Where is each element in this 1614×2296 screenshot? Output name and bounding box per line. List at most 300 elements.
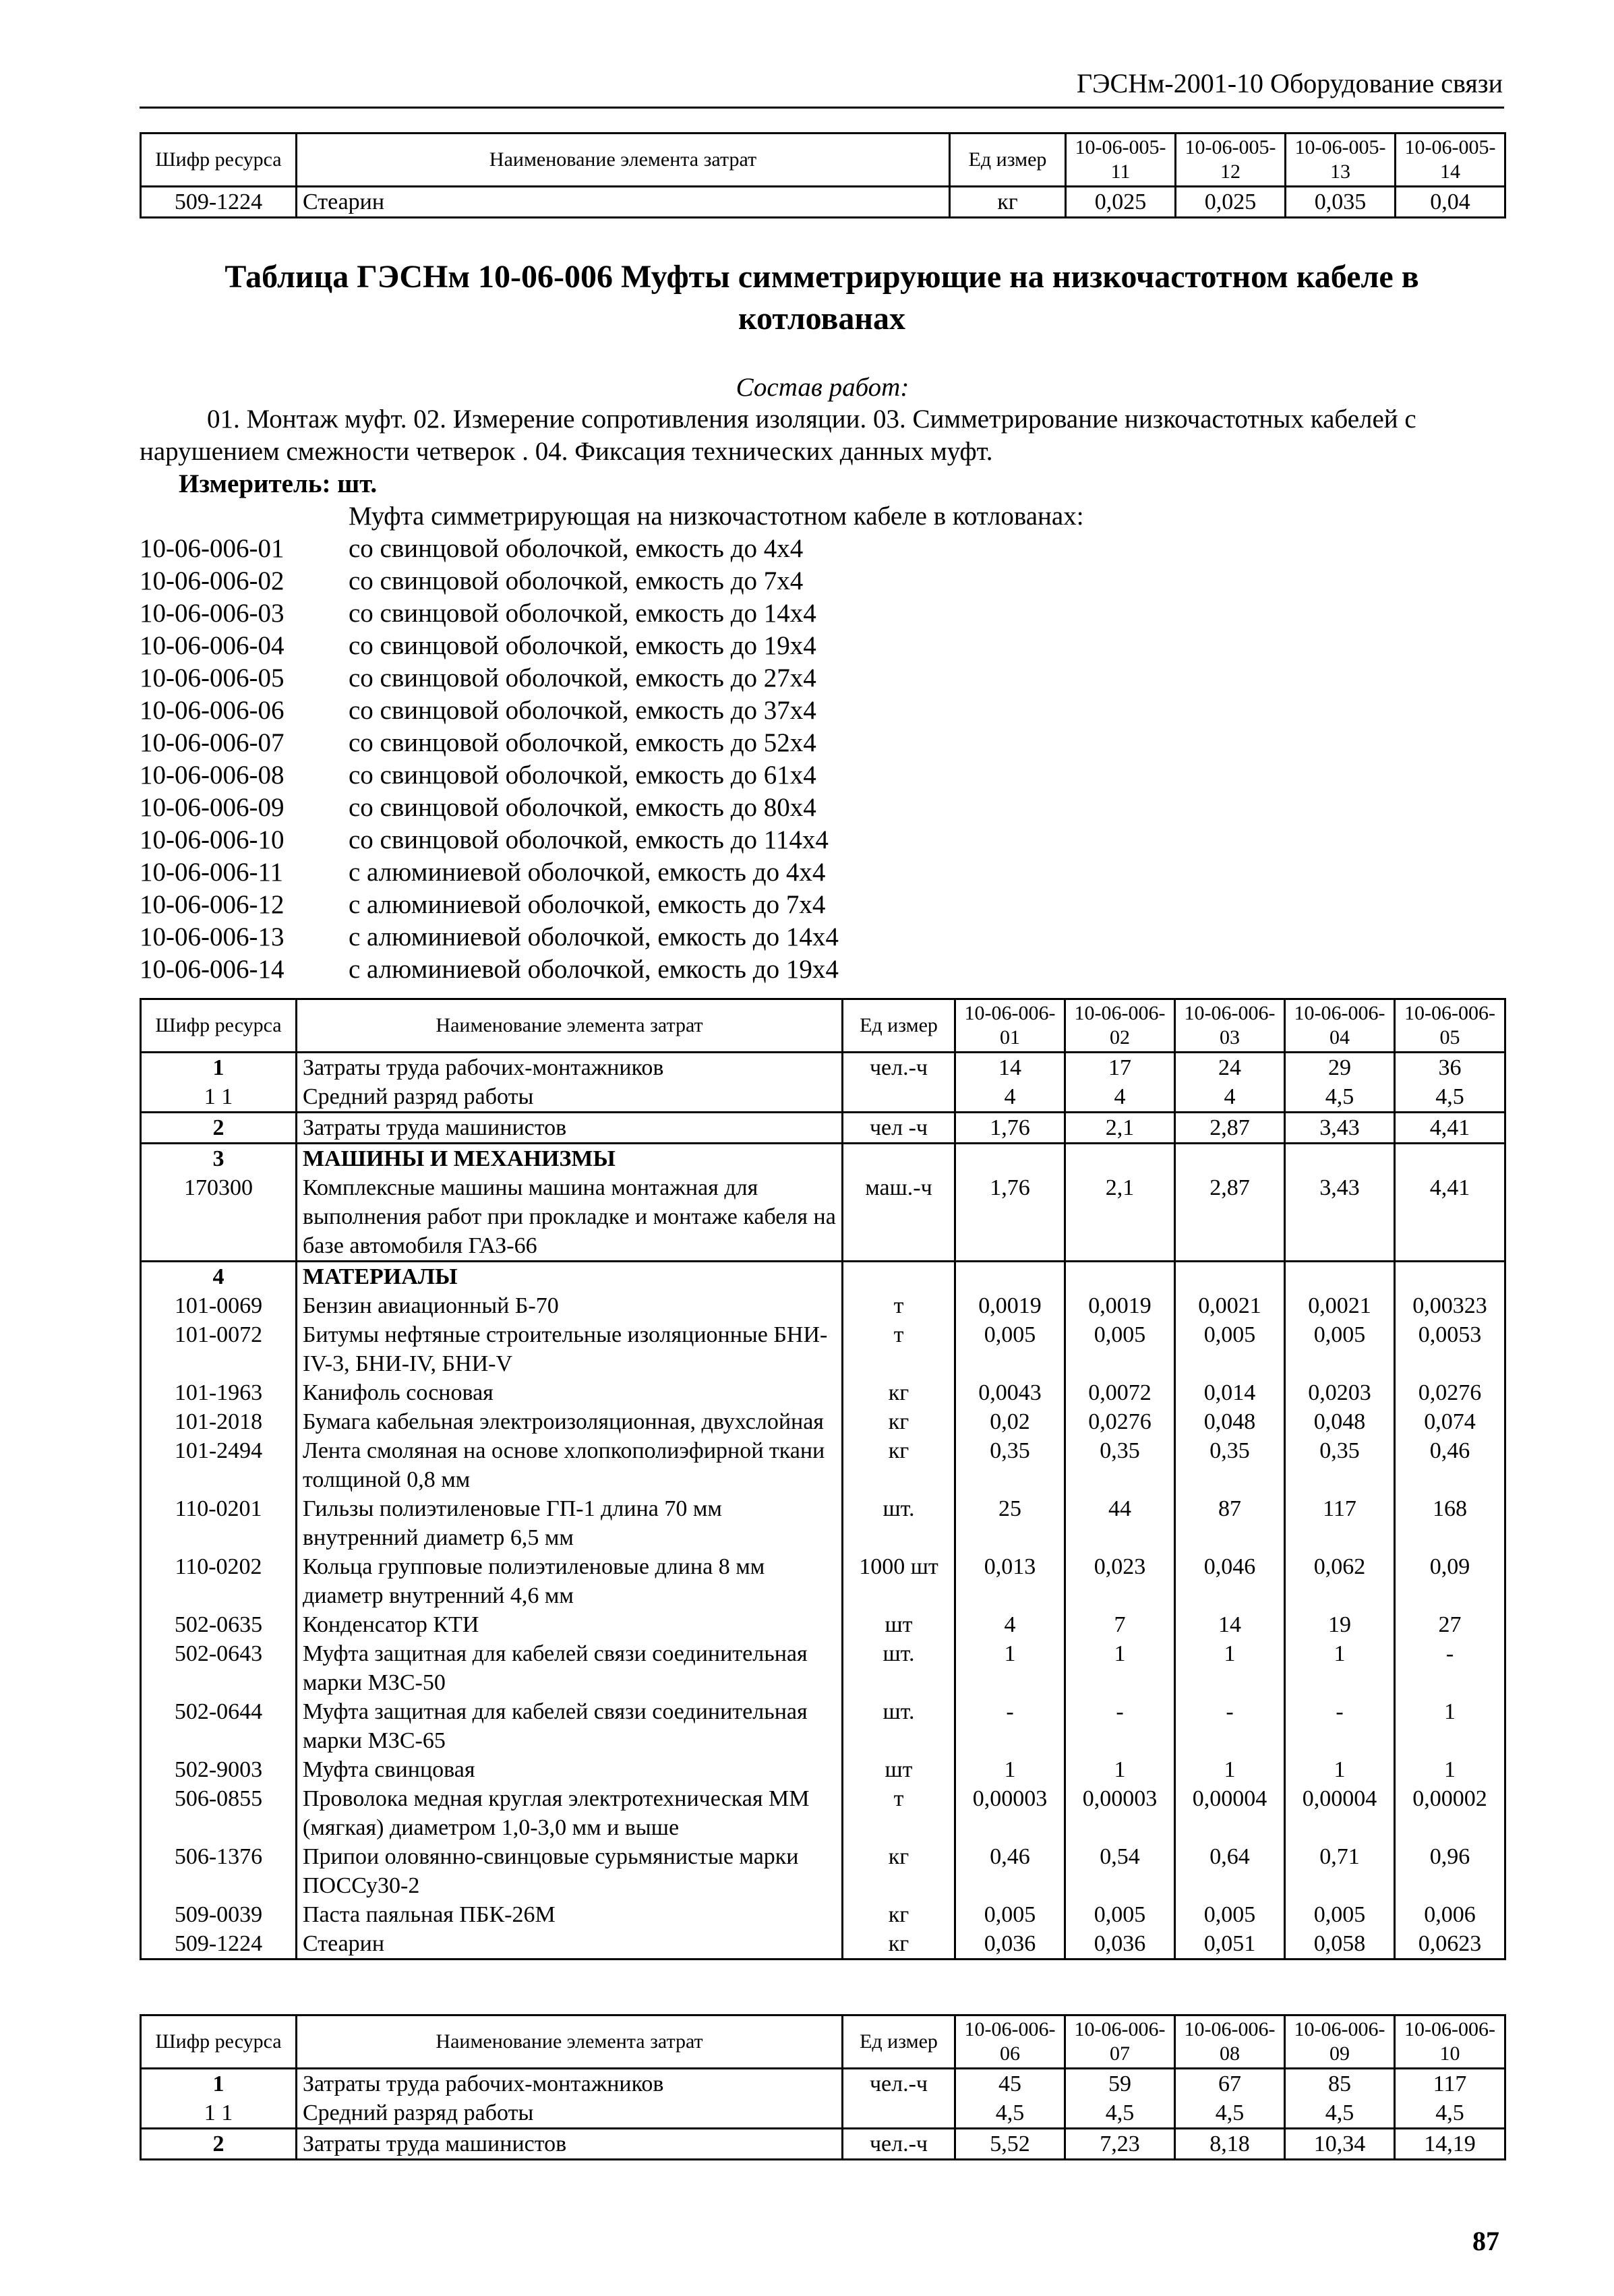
main-resource-table xyxy=(140,998,1506,1960)
list-item xyxy=(140,953,839,986)
value-cell: 0,0021 xyxy=(1175,1291,1285,1320)
table-row xyxy=(141,1144,1505,1174)
table-row xyxy=(141,1610,1505,1639)
resource-name: Муфта защитная для кабелей связи соединительная марки МЗС-50 xyxy=(297,1639,843,1697)
item-code: 10-06-006-04 xyxy=(140,631,285,660)
value-cell: 0,71 xyxy=(1285,1842,1395,1900)
value-cell: 0,0019 xyxy=(955,1291,1065,1320)
unit: кг xyxy=(843,1436,955,1494)
value-cell: - xyxy=(1175,1697,1285,1755)
resource-name: Паста паяльная ПБК-26М xyxy=(297,1900,843,1929)
resource-code: 506-1376 xyxy=(141,1842,297,1900)
unit: чел.-ч xyxy=(843,2129,955,2160)
resource-name: Средний разряд работы xyxy=(297,1082,843,1113)
resource-code: 101-2018 xyxy=(141,1407,297,1436)
top-table xyxy=(140,132,1506,218)
unit-header: Ед измер xyxy=(950,134,1066,187)
value-cell xyxy=(1285,1262,1395,1292)
value-cell: 1 xyxy=(1175,1755,1285,1784)
value-cell: 2,1 xyxy=(1065,1113,1175,1144)
row-group xyxy=(141,1144,1505,1262)
resource-name: Битумы нефтяные строительные изоляционные БНИ-IV-3, БНИ-IV, БНИ-V xyxy=(297,1320,843,1378)
value-cell: 0,006 xyxy=(1395,1900,1505,1929)
resource-name: Припои оловянно-свинцовые сурьмянистые марки ПОССу30-2 xyxy=(297,1842,843,1900)
item-code: 10-06-006-08 xyxy=(140,761,285,790)
list-item xyxy=(140,630,839,662)
value-cell: 1 xyxy=(1065,1755,1175,1784)
item-code: 10-06-006-05 xyxy=(140,664,285,693)
resource-name: Кольца групповые полиэтиленовые длина 8 мм диаметр внутренний 4,6 мм xyxy=(297,1552,843,1610)
resource-code: 509-1224 xyxy=(141,187,297,218)
value-cell: 4 xyxy=(955,1082,1065,1113)
unit xyxy=(843,1082,955,1113)
value-cell: 0,005 xyxy=(1065,1900,1175,1929)
item-text: со свинцовой оболочкой, емкость до 14х4 xyxy=(349,599,816,628)
table-row xyxy=(141,187,1505,218)
table-title: Таблица ГЭСНм 10-06-006 Муфты симметрирующие на низкочастотном кабеле в котлованах xyxy=(225,259,1419,336)
item-code: 10-06-006-10 xyxy=(140,825,285,854)
resource-name: Затраты труда рабочих-монтажников xyxy=(297,2069,843,2099)
norm-code-header: 10-06-006-08 xyxy=(1175,2015,1285,2069)
resource-name: Муфта свинцовая xyxy=(297,1755,843,1784)
value-cell: 0,54 xyxy=(1065,1842,1175,1900)
resource-name: Муфта защитная для кабелей связи соединительная марки МЗС-65 xyxy=(297,1697,843,1755)
norm-code-header: 10-06-006-03 xyxy=(1175,999,1285,1053)
resource-name: Проволока медная круглая электротехническая ММ (мягкая) диаметром 1,0-3,0 мм и выше xyxy=(297,1784,843,1842)
item-text: со свинцовой оболочкой, емкость до 114х4 xyxy=(349,825,829,854)
item-code: 10-06-006-14 xyxy=(140,955,285,984)
value-cell: 0,046 xyxy=(1175,1552,1285,1610)
list-item xyxy=(140,921,839,953)
item-text: с алюминиевой оболочкой, емкость до 4х4 xyxy=(349,858,826,887)
value-cell: 0,062 xyxy=(1285,1552,1395,1610)
resource-code: 509-0039 xyxy=(141,1900,297,1929)
list-item xyxy=(140,695,839,727)
table-row xyxy=(141,1320,1505,1378)
unit-header: Ед измер xyxy=(843,2015,955,2069)
value-cell: 0,035 xyxy=(1286,187,1396,218)
value-cell: 4,5 xyxy=(1285,1082,1395,1113)
unit xyxy=(843,1262,955,1292)
list-item xyxy=(140,792,839,824)
value-cell xyxy=(955,1262,1065,1292)
list-heading: Муфта симметрирующая на низкочастотном кабеле в котлованах: xyxy=(349,502,1084,531)
row-group xyxy=(141,2129,1505,2160)
resource-code: 101-2494 xyxy=(141,1436,297,1494)
work-composition-label: Состав работ: xyxy=(736,373,909,402)
unit: кг xyxy=(843,1378,955,1407)
value-cell: 4,5 xyxy=(1285,2098,1395,2129)
norm-code-header: 10-06-005-13 xyxy=(1286,134,1396,187)
value-cell: 0,005 xyxy=(1065,1320,1175,1378)
table-row xyxy=(141,2129,1505,2160)
resource-name: Затраты труда рабочих-монтажников xyxy=(297,1053,843,1083)
value-cell: 1 xyxy=(1175,1639,1285,1697)
value-cell: 0,005 xyxy=(1285,1320,1395,1378)
value-cell: 0,048 xyxy=(1175,1407,1285,1436)
resource-code: 101-0069 xyxy=(141,1291,297,1320)
resource-code: 1 xyxy=(141,2069,297,2099)
value-cell: 0,00002 xyxy=(1395,1784,1505,1842)
value-cell: 44 xyxy=(1065,1494,1175,1552)
resource-name: Бумага кабельная электроизоляционная, двухслойная xyxy=(297,1407,843,1436)
resource-code: 509-1224 xyxy=(141,1929,297,1960)
value-cell: 0,036 xyxy=(955,1929,1065,1960)
table-row xyxy=(141,1900,1505,1929)
norm-code-header: 10-06-006-04 xyxy=(1285,999,1395,1053)
table-row xyxy=(141,1552,1505,1610)
list-item xyxy=(140,727,839,759)
value-cell: 4,5 xyxy=(1395,1082,1505,1113)
item-text: со свинцовой оболочкой, емкость до 4х4 xyxy=(349,534,804,563)
value-cell: 25 xyxy=(955,1494,1065,1552)
item-text: со свинцовой оболочкой, емкость до 80х4 xyxy=(349,793,816,822)
value-cell: 5,52 xyxy=(955,2129,1065,2160)
value-cell: 4,41 xyxy=(1395,1113,1505,1144)
value-cell: 0,0021 xyxy=(1285,1291,1395,1320)
second-resource-table xyxy=(140,2014,1506,2160)
unit: шт xyxy=(843,1755,955,1784)
table-row xyxy=(141,1436,1505,1494)
resource-code: 502-0643 xyxy=(141,1639,297,1697)
norm-code-header: 10-06-005-14 xyxy=(1396,134,1505,187)
item-text: со свинцовой оболочкой, емкость до 61х4 xyxy=(349,761,816,790)
header-row xyxy=(141,134,1505,187)
header-row xyxy=(141,999,1505,1053)
unit: т xyxy=(843,1291,955,1320)
table-row xyxy=(141,1082,1505,1113)
resource-code: 506-0855 xyxy=(141,1784,297,1842)
item-text: со свинцовой оболочкой, емкость до 52х4 xyxy=(349,728,816,757)
value-cell: 14 xyxy=(1175,1610,1285,1639)
value-cell: 0,00323 xyxy=(1395,1291,1505,1320)
table-row xyxy=(141,1407,1505,1436)
item-code: 10-06-006-03 xyxy=(140,599,285,628)
unit: чел.-ч xyxy=(843,1053,955,1083)
resource-code: 101-0072 xyxy=(141,1320,297,1378)
unit: кг xyxy=(843,1929,955,1960)
measure-value: шт. xyxy=(337,469,378,498)
list-item xyxy=(140,889,839,921)
measure-unit xyxy=(179,468,1543,500)
value-cell: 14 xyxy=(955,1053,1065,1083)
value-cell: 0,058 xyxy=(1285,1929,1395,1960)
row-group xyxy=(141,187,1505,218)
name-header: Наименование элемента затрат xyxy=(297,999,843,1053)
table-row xyxy=(141,1755,1505,1784)
norm-code-header: 10-06-006-05 xyxy=(1395,999,1505,1053)
unit: шт. xyxy=(843,1697,955,1755)
value-cell xyxy=(1395,1262,1505,1292)
value-cell: 0,0623 xyxy=(1395,1929,1505,1960)
value-cell xyxy=(1175,1144,1285,1174)
unit xyxy=(843,1144,955,1174)
item-code: 10-06-006-11 xyxy=(140,858,284,887)
table-row xyxy=(141,1639,1505,1697)
value-cell: 36 xyxy=(1395,1053,1505,1083)
value-cell: 4,5 xyxy=(1395,2098,1505,2129)
item-text: с алюминиевой оболочкой, емкость до 7х4 xyxy=(349,890,826,919)
value-cell: 17 xyxy=(1065,1053,1175,1083)
norm-code-header: 10-06-005-12 xyxy=(1176,134,1286,187)
resource-name: МАТЕРИАЛЫ xyxy=(297,1262,843,1292)
unit: кг xyxy=(950,187,1066,218)
value-cell: 0,0053 xyxy=(1395,1320,1505,1378)
value-cell: 0,048 xyxy=(1285,1407,1395,1436)
resource-name: Канифоль сосновая xyxy=(297,1378,843,1407)
resource-code: 4 xyxy=(141,1262,297,1292)
value-cell: - xyxy=(955,1697,1065,1755)
resource-code: 110-0202 xyxy=(141,1552,297,1610)
value-cell: 27 xyxy=(1395,1610,1505,1639)
header-rule xyxy=(140,107,1504,109)
norm-code-header: 10-06-006-02 xyxy=(1065,999,1175,1053)
value-cell: 4 xyxy=(1175,1082,1285,1113)
value-cell: 0,005 xyxy=(1175,1320,1285,1378)
resource-code: 110-0201 xyxy=(141,1494,297,1552)
list-item xyxy=(140,856,839,889)
unit: 1000 шт xyxy=(843,1552,955,1610)
value-cell: 0,09 xyxy=(1395,1552,1505,1610)
value-cell: 59 xyxy=(1065,2069,1175,2099)
value-cell: 19 xyxy=(1285,1610,1395,1639)
resource-name: Затраты труда машинистов xyxy=(297,2129,843,2160)
value-cell: 0,005 xyxy=(1175,1900,1285,1929)
name-header: Наименование элемента затрат xyxy=(297,2015,843,2069)
table-row xyxy=(141,1697,1505,1755)
unit: маш.-ч xyxy=(843,1173,955,1262)
value-cell: 0,00003 xyxy=(955,1784,1065,1842)
value-cell xyxy=(1395,1144,1505,1174)
table-row xyxy=(141,2069,1505,2099)
norm-code-header: 10-06-005-11 xyxy=(1066,134,1176,187)
table-row xyxy=(141,1113,1505,1144)
value-cell: 0,013 xyxy=(955,1552,1065,1610)
unit: шт. xyxy=(843,1494,955,1552)
measure-label: Измеритель: xyxy=(179,469,331,498)
value-cell: 1 xyxy=(1065,1639,1175,1697)
item-code: 10-06-006-01 xyxy=(140,534,285,563)
item-code: 10-06-006-12 xyxy=(140,890,285,919)
resource-name: Гильзы полиэтиленовые ГП-1 длина 70 мм внутренний диаметр 6,5 мм xyxy=(297,1494,843,1552)
resource-code: 502-0635 xyxy=(141,1610,297,1639)
value-cell: 0,005 xyxy=(955,1320,1065,1378)
item-code: 10-06-006-07 xyxy=(140,728,285,757)
resource-name: Затраты труда машинистов xyxy=(297,1113,843,1144)
code-header: Шифр ресурса xyxy=(141,2015,297,2069)
resource-name: Средний разряд работы xyxy=(297,2098,843,2129)
value-cell: 7,23 xyxy=(1065,2129,1175,2160)
norm-code-header: 10-06-006-06 xyxy=(955,2015,1065,2069)
value-cell: 1,76 xyxy=(955,1173,1065,1262)
value-cell xyxy=(955,1144,1065,1174)
unit: кг xyxy=(843,1900,955,1929)
norm-code-header: 10-06-006-09 xyxy=(1285,2015,1395,2069)
value-cell: 0,0072 xyxy=(1065,1378,1175,1407)
resource-code: 1 xyxy=(141,1053,297,1083)
row-group xyxy=(141,1262,1505,1960)
value-cell: 0,64 xyxy=(1175,1842,1285,1900)
table-row xyxy=(141,1494,1505,1552)
value-cell: 0,005 xyxy=(955,1900,1065,1929)
item-code: 10-06-006-09 xyxy=(140,793,285,822)
value-cell: 0,35 xyxy=(1065,1436,1175,1494)
value-cell: 29 xyxy=(1285,1053,1395,1083)
header-row xyxy=(141,2015,1505,2069)
item-code: 10-06-006-02 xyxy=(140,566,285,595)
list-item xyxy=(140,597,839,630)
table-row xyxy=(141,1053,1505,1083)
table-row xyxy=(141,1291,1505,1320)
item-text: со свинцовой оболочкой, емкость до 27х4 xyxy=(349,664,816,693)
value-cell: 0,00003 xyxy=(1065,1784,1175,1842)
value-cell: 168 xyxy=(1395,1494,1505,1552)
resource-name: Стеарин xyxy=(297,1929,843,1960)
norm-code-header: 10-06-006-10 xyxy=(1395,2015,1505,2069)
table-row xyxy=(141,2098,1505,2129)
value-cell: 0,46 xyxy=(955,1842,1065,1900)
value-cell: 0,0043 xyxy=(955,1378,1065,1407)
value-cell: 0,02 xyxy=(955,1407,1065,1436)
resource-code: 3 xyxy=(141,1144,297,1174)
unit: кг xyxy=(843,1407,955,1436)
value-cell: 117 xyxy=(1395,2069,1505,2099)
item-text: с алюминиевой оболочкой, емкость до 19х4 xyxy=(349,955,839,984)
unit: шт xyxy=(843,1610,955,1639)
value-cell: 45 xyxy=(955,2069,1065,2099)
value-cell: 67 xyxy=(1175,2069,1285,2099)
item-text: со свинцовой оболочкой, емкость до 19х4 xyxy=(349,631,816,660)
list-item xyxy=(140,565,839,597)
table-row xyxy=(141,1842,1505,1900)
resource-name: Лента смоляная на основе хлопкополиэфирной ткани толщиной 0,8 мм xyxy=(297,1436,843,1494)
list-item xyxy=(140,662,839,695)
table-row xyxy=(141,1173,1505,1262)
value-cell: - xyxy=(1285,1697,1395,1755)
unit: чел.-ч xyxy=(843,2069,955,2099)
item-text: со свинцовой оболочкой, емкость до 37х4 xyxy=(349,696,816,725)
value-cell: 1 xyxy=(1285,1755,1395,1784)
resource-name: Конденсатор КТИ xyxy=(297,1610,843,1639)
row-group xyxy=(141,2069,1505,2129)
value-cell: 0,005 xyxy=(1285,1900,1395,1929)
value-cell: 7 xyxy=(1065,1610,1175,1639)
value-cell: 0,0276 xyxy=(1395,1378,1505,1407)
resource-name: Бензин авиационный Б-70 xyxy=(297,1291,843,1320)
unit: т xyxy=(843,1784,955,1842)
value-cell: 0,35 xyxy=(1285,1436,1395,1494)
item-code: 10-06-006-06 xyxy=(140,696,285,725)
value-cell: 1 xyxy=(1395,1697,1505,1755)
value-cell: 24 xyxy=(1175,1053,1285,1083)
value-cell: 0,04 xyxy=(1396,187,1505,218)
value-cell: 0,0019 xyxy=(1065,1291,1175,1320)
value-cell: 1 xyxy=(955,1755,1065,1784)
value-cell xyxy=(1065,1262,1175,1292)
value-cell: 0,00004 xyxy=(1285,1784,1395,1842)
value-cell: 10,34 xyxy=(1285,2129,1395,2160)
value-cell: 0,025 xyxy=(1066,187,1176,218)
value-cell: - xyxy=(1395,1639,1505,1697)
name-header: Наименование элемента затрат xyxy=(297,134,950,187)
unit xyxy=(843,2098,955,2129)
page-number: 87 xyxy=(1472,2226,1499,2256)
unit-header: Ед измер xyxy=(843,999,955,1053)
value-cell: 85 xyxy=(1285,2069,1395,2099)
list-item xyxy=(140,533,839,565)
resource-name: МАШИНЫ И МЕХАНИЗМЫ xyxy=(297,1144,843,1174)
value-cell: 1 xyxy=(1395,1755,1505,1784)
value-cell xyxy=(1285,1144,1395,1174)
table-row xyxy=(141,1262,1505,1292)
table-row xyxy=(141,1784,1505,1842)
value-cell: 0,014 xyxy=(1175,1378,1285,1407)
value-cell: 8,18 xyxy=(1175,2129,1285,2160)
item-text: со свинцовой оболочкой, емкость до 7х4 xyxy=(349,566,804,595)
norm-code-header: 10-06-006-07 xyxy=(1065,2015,1175,2069)
resource-name: Стеарин xyxy=(297,187,950,218)
value-cell: 3,43 xyxy=(1285,1173,1395,1262)
resource-code: 1 1 xyxy=(141,2098,297,2129)
item-list xyxy=(140,533,839,986)
unit: шт. xyxy=(843,1639,955,1697)
list-item xyxy=(140,824,839,856)
unit: т xyxy=(843,1320,955,1378)
value-cell: 4,5 xyxy=(1175,2098,1285,2129)
resource-code: 170300 xyxy=(141,1173,297,1262)
value-cell: - xyxy=(1065,1697,1175,1755)
table-row xyxy=(141,1929,1505,1960)
value-cell: 1 xyxy=(955,1639,1065,1697)
unit: кг xyxy=(843,1842,955,1900)
value-cell xyxy=(1065,1144,1175,1174)
list-item xyxy=(140,759,839,792)
value-cell: 87 xyxy=(1175,1494,1285,1552)
work-composition-text: 01. Монтаж муфт. 02. Измерение сопротивления изоляции. 03. Симметрирование низкочастотных кабелей с нарушением смежности четверок . 04. Фиксация технических данных муфт. xyxy=(140,405,1416,466)
value-cell: 2,87 xyxy=(1175,1113,1285,1144)
resource-code: 2 xyxy=(141,2129,297,2160)
item-text: с алюминиевой оболочкой, емкость до 14х4 xyxy=(349,922,839,951)
row-group xyxy=(141,1053,1505,1113)
value-cell: 2,87 xyxy=(1175,1173,1285,1262)
value-cell: 4,5 xyxy=(1065,2098,1175,2129)
running-header: ГЭСНм-2001-10 Оборудование связи xyxy=(1077,68,1503,98)
resource-code: 2 xyxy=(141,1113,297,1144)
value-cell: 0,051 xyxy=(1175,1929,1285,1960)
resource-code: 1 1 xyxy=(141,1082,297,1113)
value-cell: 4 xyxy=(1065,1082,1175,1113)
resource-code: 101-1963 xyxy=(141,1378,297,1407)
value-cell: 0,35 xyxy=(955,1436,1065,1494)
value-cell xyxy=(1175,1262,1285,1292)
value-cell: 3,43 xyxy=(1285,1113,1395,1144)
value-cell: 0,023 xyxy=(1065,1552,1175,1610)
item-code: 10-06-006-13 xyxy=(140,922,285,951)
value-cell: 4,41 xyxy=(1395,1173,1505,1262)
row-group xyxy=(141,1113,1505,1144)
norm-code-header: 10-06-006-01 xyxy=(955,999,1065,1053)
value-cell: 0,35 xyxy=(1175,1436,1285,1494)
value-cell: 0,074 xyxy=(1395,1407,1505,1436)
resource-code: 502-9003 xyxy=(141,1755,297,1784)
value-cell: 0,0276 xyxy=(1065,1407,1175,1436)
value-cell: 117 xyxy=(1285,1494,1395,1552)
code-header: Шифр ресурса xyxy=(141,134,297,187)
value-cell: 0,025 xyxy=(1176,187,1286,218)
value-cell: 0,46 xyxy=(1395,1436,1505,1494)
code-header: Шифр ресурса xyxy=(141,999,297,1053)
resource-name: Комплексные машины машина монтажная для выполнения работ при прокладке и монтаже кабеля на базе автомобиля ГАЗ-66 xyxy=(297,1173,843,1262)
